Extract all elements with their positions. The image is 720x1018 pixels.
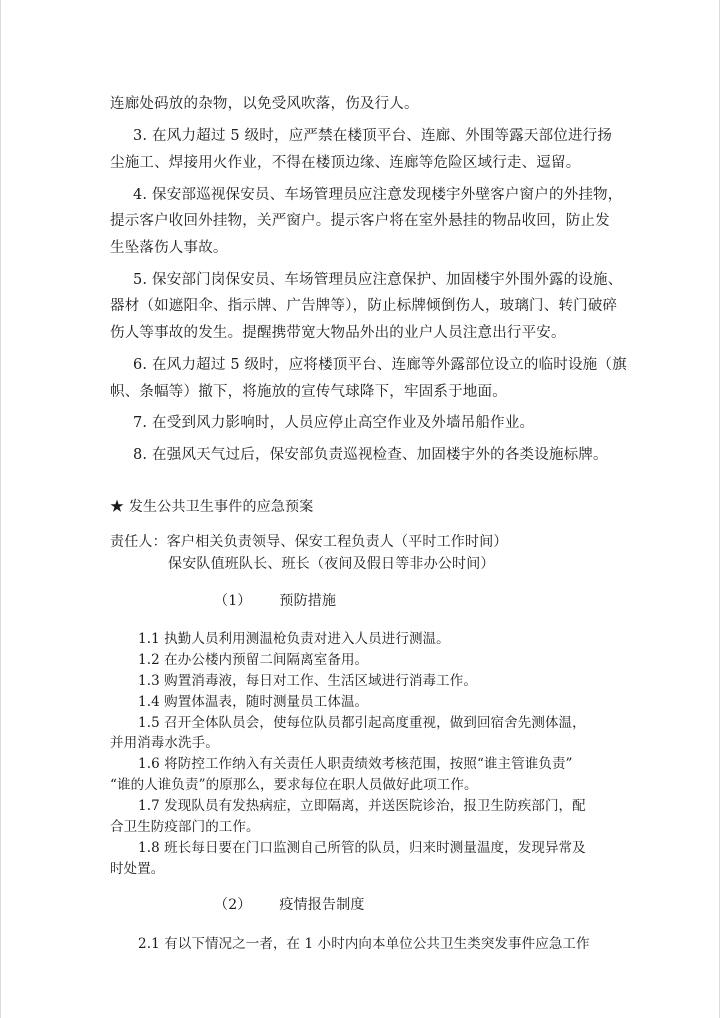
paragraph-line: 生坠落伤人事故。 [110, 240, 228, 256]
list-item: 1.1 执勤人员利用测温枪负责对进入人员进行测温。 [138, 631, 450, 647]
subsection-heading: （1） 预防措施 [214, 593, 337, 609]
section-title: ★ 发生公共卫生事件的应急预案 [110, 499, 314, 515]
list-item: 1.4 购置体温表，随时测量员工体温。 [138, 694, 369, 710]
list-item: “谁的人谁负责”的原那么，要求每位在职人员做好此项工作。 [110, 777, 478, 793]
paragraph-line: 提示客户收回外挂物，关严窗户。提示客户将在室外悬挂的物品收回，防止发 [110, 213, 610, 229]
list-item: 1.8 班长每日要在门口监测自己所管的队员，归来时测量温度，发现异常及 [138, 840, 586, 856]
list-item: 并用消毒水洗手。 [110, 735, 219, 751]
page-left-edge [0, 0, 1, 1018]
subsection-heading: （2） 疫情报告制度 [214, 897, 365, 913]
paragraph-line: 4. 保安部巡视保安员、车场管理员应注意发现楼宇外壁客户窗户的外挂物， [133, 187, 623, 203]
paragraph-line: 6. 在风力超过 5 级时，应将楼顶平台、连廊等外露部位设立的临时设施（旗 [133, 357, 627, 373]
list-item: 1.6 将防控工作纳入有关责任人职责绩效考核范围，按照“谁主管谁负责” [138, 756, 573, 772]
paragraph-line: 帜、条幅等）撤下，将施放的宣传气球降下，牢固系于地面。 [110, 384, 507, 400]
list-item: 1.3 购置消毒液，每日对工作、生活区域进行消毒工作。 [138, 673, 477, 689]
list-item: 1.2 在办公楼内预留二间隔离室备用。 [138, 652, 369, 668]
paragraph-line: 3. 在风力超过 5 级时，应严禁在楼顶平台、连廊、外围等露天部位进行扬 [133, 128, 613, 144]
list-item: 2.1 有以下情况之一者，在 1 小时内向本单位公共卫生类突发事件应急工作 [138, 936, 590, 952]
responsible-line: 保安队值班队长、班长（夜间及假日等非办公时间） [168, 556, 495, 572]
paragraph-line: 5. 保安部门岗保安员、车场管理员应注意保护、加固楼宇外围外露的设施、 [133, 272, 623, 288]
paragraph-line: 器材（如遮阳伞、指示牌、广告牌等），防止标牌倾倒伤人，玻璃门、转门破碎 [110, 298, 618, 314]
paragraph-line: 尘施工、焊接用火作业，不得在楼顶边缘、连廊等危险区域行走、逗留。 [110, 155, 581, 171]
paragraph-line: 7. 在受到风力影响时，人员应停止高空作业及外墙吊船作业。 [133, 415, 535, 431]
list-item: 1.5 召开全体队员会，使每位队员都引起高度重视，做到回宿舍先测体温， [138, 715, 586, 731]
list-item: 时处置。 [110, 861, 165, 877]
paragraph-line: 8. 在强风天气过后，保安部负责巡视检查、加固楼宇外的各类设施标牌。 [133, 447, 608, 463]
paragraph-line: 伤人等事故的发生。提醒携带宽大物品外出的业户人员注意出行平安。 [110, 325, 566, 341]
paragraph-line: 连廊处码放的杂物，以免受风吹落，伤及行人。 [110, 96, 419, 112]
responsible-line: 责任人：客户相关负责领导、保安工程负责人（平时工作时间） [110, 534, 508, 550]
list-item: 合卫生防疫部门的工作。 [110, 819, 260, 835]
list-item: 1.7 发现队员有发热病症，立即隔离，并送医院诊治，报卫生防疾部门，配 [138, 798, 586, 814]
